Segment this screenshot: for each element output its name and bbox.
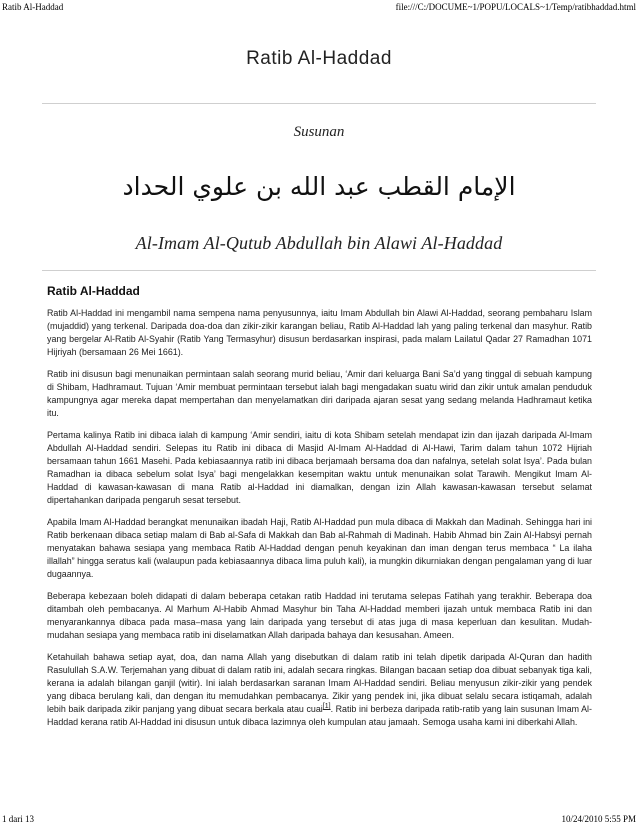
divider bbox=[42, 103, 596, 104]
paragraph: Ratib ini disusun bagi menunaikan permintaan salah seorang murid beliau, ‘Amir dari keluarga Bani Sa’d yang tinggal di sebuah kampung di Shibam, Hadhramaut. Tujuan ‘Amir membuat permintaan tersebut ialah bagi mengadakan suatu wirid dan zikir untuk amalan penduduk kampungnya agar mereka dapat mempertahan dan menyelamatkan diri daripada ajaran sesat yang sedang melanda Hadhramaut ketika itu. bbox=[47, 369, 592, 418]
footnote-link[interactable]: [1] bbox=[322, 703, 331, 710]
print-header-url: file:///C:/DOCUME~1/POPU/LOCALS~1/Temp/ratibhaddad.html bbox=[395, 2, 636, 12]
author-name: Al-Imam Al-Qutub Abdullah bin Alawi Al-Haddad bbox=[135, 233, 503, 253]
print-header-title: Ratib Al-Haddad bbox=[2, 2, 64, 12]
arabic-author-name: الإمام القطب عبد الله بن علوي الحداد bbox=[122, 172, 516, 201]
print-header bbox=[2, 2, 636, 14]
page-number: 1 dari 13 bbox=[2, 814, 34, 824]
paragraph: Apabila Imam Al-Haddad berangkat menunaikan ibadah Haji, Ratib Al-Haddad pun mula dibaca di Makkah dan Madinah. Sehingga hari ini Ratib berkenaan dibaca setiap malam di Bab al-Safa di Makkah dan Bab al-Rahmah di Madinah. Habib Ahmad bin Zain Al-Habsyi pernah menyatakan bahawa sesiapa yang membaca Ratib Al-Haddad dengan penuh keyakinan dan iman dengan terus membaca “ La ilaha illallah” hingga seratus kali (walaupun pada kebiasaannya dibaca lima puluh kali), ia mungkin dikurniakan dengan pengalaman yang di luar dugaannya. bbox=[47, 517, 592, 579]
article-body bbox=[47, 284, 592, 738]
page-title: Ratib Al-Haddad bbox=[246, 48, 392, 69]
print-footer bbox=[2, 812, 636, 824]
print-timestamp: 10/24/2010 5:55 PM bbox=[561, 814, 636, 824]
paragraph bbox=[47, 651, 592, 729]
paragraph-text: Ketahuilah bahawa setiap ayat, doa, dan nama Allah yang disebutkan di dalam ratib ini telah dipetik daripada Al-Quran dan hadith Rasulullah S.A.W. Terjemahan yang dibuat di dalam ratib ini, adalah secara ringkas. Bilangan bacaan setiap doa dibuat sebanyak tiga kali, kerana ia adalah bilangan ganjil (witir). Ini ialah berdasarkan saranan Imam Al-Haddad sendiri. Beliau menyusun zikir-zikir yang pendek yang dibaca berulang kali, dan dengan itu memudahkan pembacanya. Zikir yang pendek ini, jika dibuat selalu secara istiqamah, adalah lebih baik daripada zikir panjang yang dibuat secara berkala atau cuai bbox=[47, 652, 592, 714]
subtitle: Susunan bbox=[293, 124, 345, 140]
paragraph-text-continued: . Ratib ini berbeza daripada ratib-ratib yang lain susunan Imam Al-Haddad kerana ratib Al-Haddad ini disusun untuk dibaca lazimnya oleh kumpulan atau jamaah. Semoga usaha kami ini diberkahi Allah. bbox=[47, 704, 592, 727]
section-heading: Ratib Al-Haddad bbox=[47, 284, 140, 298]
paragraph: Ratib Al-Haddad ini mengambil nama sempena nama penyusunnya, iaitu Imam Abdullah bin Alawi Al-Haddad, seorang pembaharu Islam (mujaddid) yang terkenal. Daripada doa-doa dan zikir-zikir karangan beliau, Ratib Al-Haddad lah yang paling terkenal dan masyhur. Ratib yang bergelar Al-Ratib Al-Syahir (Ratib Yang Termasyhur) disusun berdasarkan inspirasi, pada malam Lailatul Qadar 27 Ramadhan 1071 Hijriyah (bersamaan 26 Mei 1661). bbox=[47, 308, 592, 357]
divider bbox=[42, 270, 596, 271]
paragraph: Beberapa kebezaan boleh didapati di dalam beberapa cetakan ratib Haddad ini terutama selepas Fatihah yang terakhir. Beberapa doa ditambah oleh pembacanya. Al Marhum Al-Habib Ahmad Masyhur bin Taha Al-Haddad memberi ijazah untuk membaca Ratib ini dan menyarankannya dibaca pada masa–masa yang lain daripada yang tersebut di atas juga di masa keperluan dan kesulitan. Mudah-mudahan sesiapa yang membaca ratib ini diselamatkan Allah daripada bahaya dan kesusahan. Ameen. bbox=[47, 591, 592, 640]
paragraph: Pertama kalinya Ratib ini dibaca ialah di kampung ‘Amir sendiri, iaitu di kota Shibam setelah mendapat izin dan ijazah daripada Al-Imam Abdullah Al-Haddad sendiri. Selepas itu Ratib ini dibaca di Masjid Al-Imam Al-Haddad di Al-Hawi, Tarim dalam tahun 1072 Hijriah bersamaan tahun 1661 Masehi. Pada kebiasaannya ratib ini dibaca berjamaah bersama doa dan nafalnya, setelah solat Isya’. Pada bulan Ramadhan ia dibaca sebelum solat Isya’ bagi mengelakkan kesempitan waktu untuk menunaikan solat Tarawih. Mengikut Imam Al-Haddad di kawasan-kawasan di mana Ratib al-Haddad ini diamalkan, dengan izin Allah kawasan-kawasan tersebut selamat dipertahankan daripada pengaruh sesat tersebut. bbox=[47, 430, 592, 505]
